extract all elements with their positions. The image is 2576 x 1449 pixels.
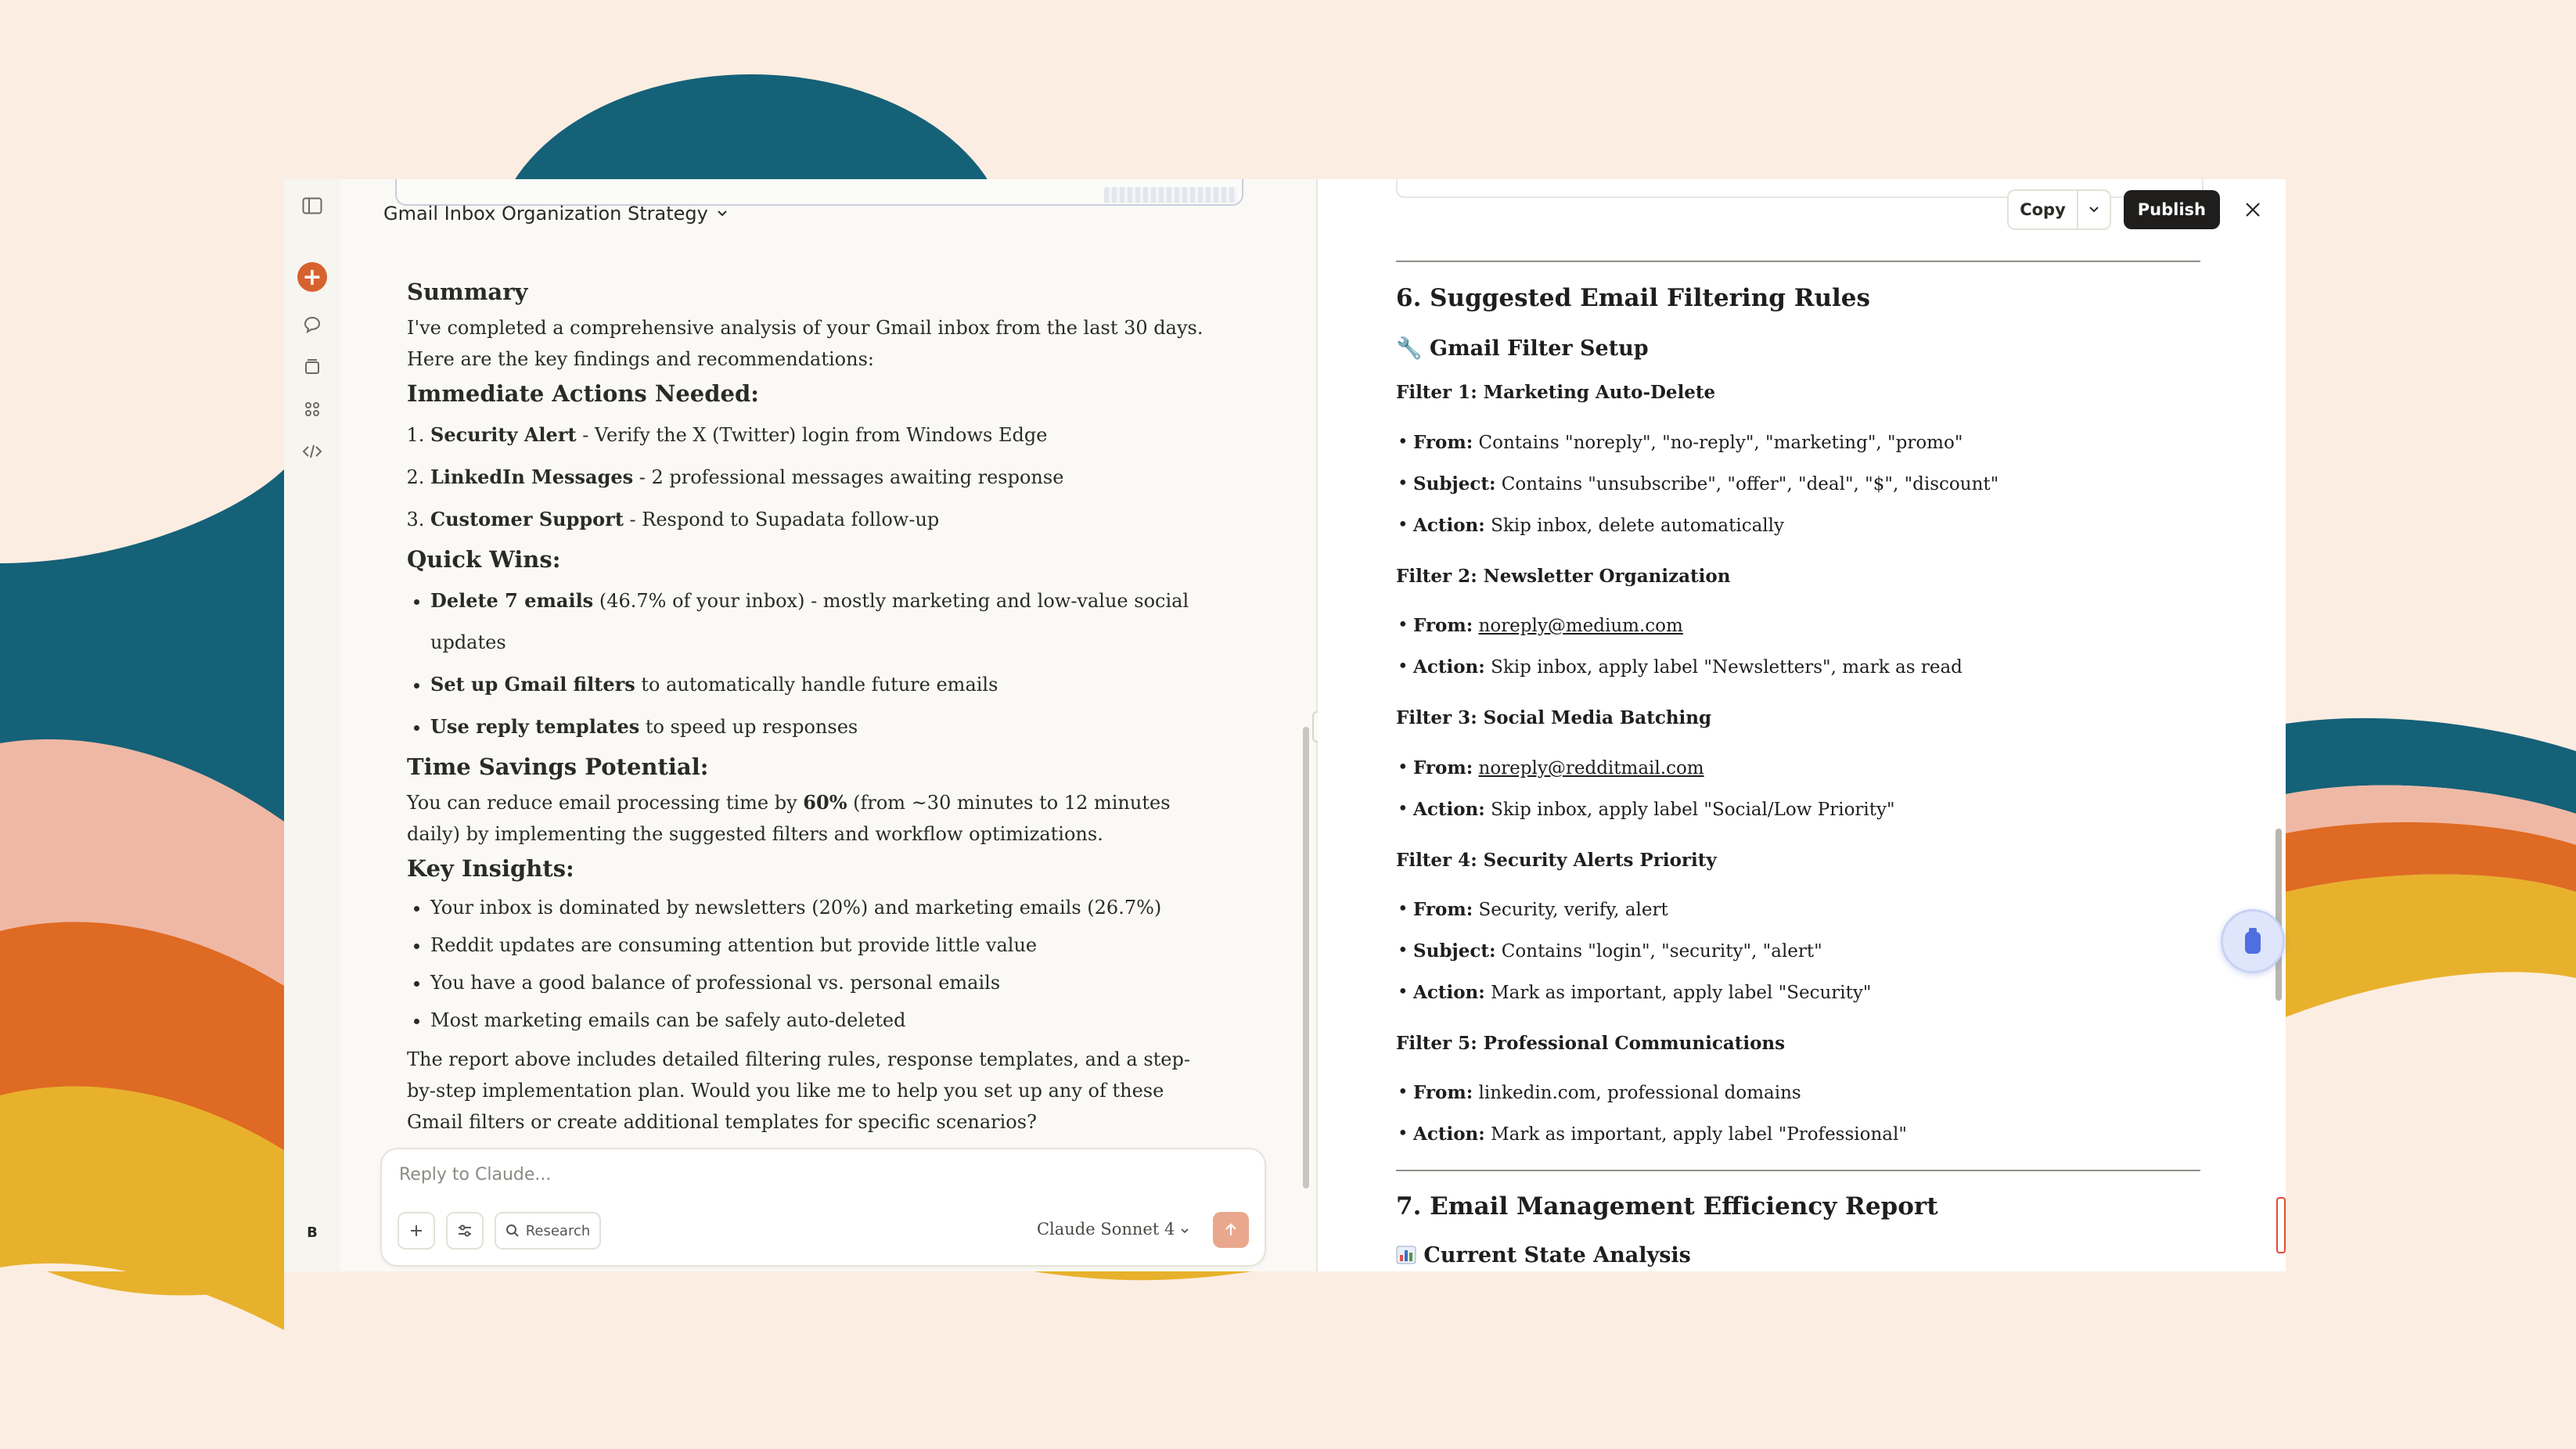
bar-chart-icon <box>1396 1246 1416 1264</box>
filter-1-title: Filter 1: Marketing Auto-Delete <box>1396 382 1716 403</box>
avatar[interactable]: B <box>307 1224 318 1241</box>
list-item: • Subject: Contains "unsubscribe", "offer", "deal", "$", "discount" <box>1413 473 1999 494</box>
artifacts-grid-icon[interactable] <box>298 395 326 423</box>
reply-input[interactable]: Reply to Claude... <box>399 1165 552 1185</box>
artifact-scrollbar[interactable] <box>2276 829 2282 1001</box>
list-item: • Reddit updates are consuming attention but provide little value <box>430 926 1205 964</box>
key-insights-list <box>407 889 1205 1039</box>
search-icon <box>505 1224 520 1238</box>
quick-wins-heading: Quick Wins: <box>407 546 561 573</box>
list-item: • From: noreply@redditmail.com <box>1413 757 1704 778</box>
chat-title-menu[interactable] <box>383 195 729 232</box>
chat-title: Gmail Inbox Organization Strategy <box>383 203 708 225</box>
key-insights-heading: Key Insights: <box>407 855 574 882</box>
list-item: 1. Security Alert - Verify the X (Twitter) login from Windows Edge <box>430 414 1205 456</box>
filter-2-title: Filter 2: Newsletter Organization <box>1396 566 1731 587</box>
chat-scrollbar[interactable] <box>1303 727 1309 1188</box>
filter-4-title: Filter 4: Security Alerts Priority <box>1396 850 1717 871</box>
list-item: • Action: Skip inbox, delete automatically <box>1413 515 1784 536</box>
chat-panel <box>340 179 1316 1271</box>
research-button[interactable] <box>495 1212 601 1249</box>
artifact-thumbnail <box>1104 187 1237 203</box>
claude-app-window <box>284 179 2286 1271</box>
scroll-marker <box>2276 1197 2286 1253</box>
chevron-down-icon <box>716 209 729 218</box>
list-item: • Set up Gmail filters to automatically handle future emails <box>430 663 1205 706</box>
reply-composer <box>380 1148 1266 1267</box>
divider <box>1396 1170 2200 1171</box>
assistant-message <box>407 273 1205 1138</box>
list-item: • Action: Skip inbox, apply label "Newsletters", mark as read <box>1413 656 1963 678</box>
list-item: • Action: Mark as important, apply label "Professional" <box>1413 1124 1907 1145</box>
projects-icon[interactable] <box>298 353 326 381</box>
right-wave-yellow <box>2286 875 2576 1018</box>
close-icon <box>2244 201 2261 218</box>
summary-heading: Summary <box>407 279 528 305</box>
close-artifact-button[interactable] <box>2237 194 2268 225</box>
time-savings-heading: Time Savings Potential: <box>407 753 709 780</box>
new-chat-button[interactable]: + <box>297 262 327 292</box>
list-item: 2. LinkedIn Messages - 2 professional messages awaiting response <box>430 456 1205 498</box>
closing-text: The report above includes detailed filtering rules, response templates, and a step-by-step implementation plan. Would you like me to help you set up any of these Gmail filters or create additional templates for specific scenarios? <box>407 1048 1190 1133</box>
wrench-icon: 🔧 <box>1396 336 1423 361</box>
filter-3-title: Filter 3: Social Media Batching <box>1396 707 1712 728</box>
publish-button[interactable]: Publish <box>2124 190 2220 229</box>
summary-text: I've completed a comprehensive analysis of your Gmail inbox from the last 30 days. Here are the key findings and recommendations: <box>407 317 1203 370</box>
sliders-icon <box>457 1224 473 1238</box>
list-item: • From: Security, verify, alert <box>1413 899 1668 920</box>
filter-5-title: Filter 5: Professional Communications <box>1396 1033 1786 1054</box>
list-item: • You have a good balance of professional vs. personal emails <box>430 964 1205 1001</box>
list-item: • Action: Mark as important, apply label "Security" <box>1413 982 1871 1003</box>
tools-button[interactable] <box>446 1212 484 1249</box>
copy-button[interactable]: Copy <box>2007 189 2077 230</box>
research-label: Research <box>525 1222 591 1239</box>
section-7-heading: 7. Email Management Efficiency Report <box>1396 1192 1938 1221</box>
quick-wins-list <box>407 580 1205 748</box>
chat-bubble-icon[interactable] <box>298 311 326 339</box>
model-selector[interactable] <box>1037 1220 1189 1239</box>
email-link[interactable]: noreply@redditmail.com <box>1478 758 1704 778</box>
list-item: • From: linkedin.com, professional domains <box>1413 1082 1801 1103</box>
list-item: • From: noreply@medium.com <box>1413 615 1683 636</box>
sidebar-toggle-icon[interactable] <box>298 192 326 220</box>
section-6-heading: 6. Suggested Email Filtering Rules <box>1396 284 1870 312</box>
bottom-orange-lip <box>1033 1271 1252 1280</box>
current-state-heading: Current State Analysis <box>1396 1243 1691 1267</box>
email-link[interactable]: noreply@medium.com <box>1478 616 1683 636</box>
list-item: • From: Contains "noreply", "no-reply", "marketing", "promo" <box>1413 432 1963 453</box>
list-item: • Delete 7 emails (46.7% of your inbox) - mostly marketing and low-value social updates <box>430 580 1205 663</box>
list-item: • Your inbox is dominated by newsletters (20%) and marketing emails (26.7%) <box>430 889 1205 926</box>
arrow-up-icon <box>1223 1222 1239 1238</box>
immediate-actions-heading: Immediate Actions Needed: <box>407 380 759 407</box>
left-sidebar <box>284 179 342 1271</box>
chevron-down-icon <box>1180 1227 1189 1235</box>
code-icon[interactable] <box>298 437 326 466</box>
list-item: • Use reply templates to speed up responses <box>430 706 1205 748</box>
immediate-actions-list <box>407 414 1205 541</box>
copy-options-button[interactable] <box>2077 189 2111 230</box>
cup-icon <box>2241 926 2265 957</box>
chevron-down-icon <box>2088 205 2100 214</box>
list-item: 3. Customer Support - Respond to Supadata follow-up <box>430 498 1205 541</box>
artifact-panel <box>1318 179 2286 1271</box>
list-item: • Action: Skip inbox, apply label "Social/Low Priority" <box>1413 799 1895 820</box>
attach-button[interactable] <box>398 1212 435 1249</box>
divider <box>1396 261 2200 262</box>
artifact-toolbar <box>2007 189 2268 231</box>
send-button[interactable] <box>1213 1212 1249 1248</box>
plus-icon <box>409 1224 423 1238</box>
list-item: • Most marketing emails can be safely auto-deleted <box>430 1001 1205 1039</box>
gmail-filter-setup-heading: 🔧 Gmail Filter Setup <box>1396 336 1649 361</box>
floating-assistant-button[interactable] <box>2221 909 2285 973</box>
time-savings-text: You can reduce email processing time by 60% (from ~30 minutes to 12 minutes daily) by implementing the suggested filters and workflow optimizations. <box>407 791 1171 845</box>
list-item: • Subject: Contains "login", "security", "alert" <box>1413 940 1822 962</box>
model-label: Claude Sonnet 4 <box>1036 1220 1175 1239</box>
